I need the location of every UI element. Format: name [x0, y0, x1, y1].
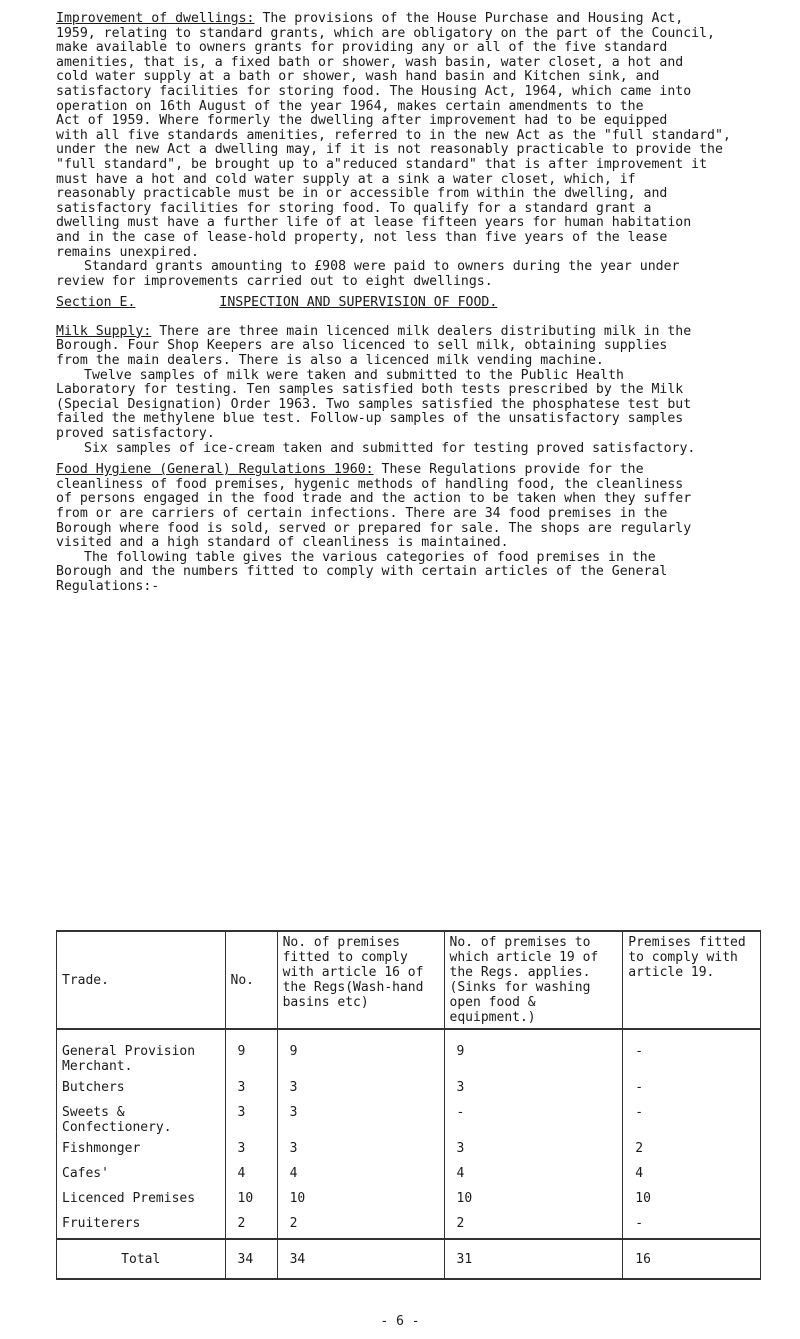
table-row [57, 1163, 761, 1188]
improvement-line: amenities, that is, a fixed bath or shower, wash basin, water closet, a hot and [56, 54, 684, 70]
table-intro-line: Borough and the numbers fitted to comply with certain articles of the General [56, 564, 668, 580]
table-intro-line: The following table gives the various categories of food premises in the [84, 549, 656, 565]
improvement-line: cold water supply at a bath or shower, wash hand basin and Kitchen sink, and [56, 69, 660, 85]
cell-fitted-19: - [623, 1077, 761, 1102]
cell-article-19: 4 [444, 1163, 623, 1188]
header-article-19: No. of premises to which article 19 of the Regs. applies.(Sinks for washing open food & equipment.) [444, 931, 623, 1029]
cell-article-19: 10 [444, 1188, 623, 1213]
milk-line: Borough. Four Shop Keepers are also licenced to sell milk, obtaining supplies [56, 338, 668, 354]
improvement-line: remains unexpired. [56, 244, 199, 260]
cell-trade: Butchers [57, 1077, 226, 1102]
food-hygiene-line: visited and a high standard of cleanliness is maintained. [56, 535, 509, 551]
improvement-section [56, 12, 770, 289]
cell-article-16: 3 [277, 1077, 444, 1102]
food-hygiene-line: Borough where food is sold, served or prepared for sale. The shops are regularly [56, 520, 692, 536]
food-hygiene-line: of persons engaged in the food trade and the action to be taken when they suffer [56, 491, 692, 507]
milk-samples-line: Twelve samples of milk were taken and submitted to the Public Health [84, 367, 624, 383]
cell-article-16: 3 [277, 1138, 444, 1163]
cell-article-19: 3 [444, 1077, 623, 1102]
icecream-line: Six samples of ice-cream taken and submitted for testing proved satisfactory. [84, 440, 696, 456]
header-fitted-19: Premises fitted to comply with article 19. [623, 931, 761, 1029]
improvement-line: The provisions of the House Purchase and Housing Act, [262, 11, 684, 26]
table-row [57, 1102, 761, 1138]
header-no: No. [225, 931, 277, 1029]
improvement-line: "full standard", be brought up to a"reduced standard" that is after improvement it [56, 156, 708, 172]
improvement-line: under the new Act a dwelling may, if it is not reasonably practicable to provide the [56, 142, 723, 158]
improvement-line: Act of 1959. Where formerly the dwelling after improvement had to be equipped [56, 113, 668, 129]
milk-line: There are three main licenced milk dealers distributing milk in the [159, 323, 692, 339]
cell-article-16: 4 [277, 1163, 444, 1188]
improvement-line: operation on 16th August of the year 1964, makes certain amendments to the [56, 98, 644, 114]
total-label: Total [57, 1239, 226, 1279]
milk-samples-line: Laboratory for testing. Ten samples satisfied both tests prescribed by the Milk [56, 382, 684, 398]
document-page [56, 12, 770, 595]
section-title: INSPECTION AND SUPERVISION OF FOOD. [219, 295, 498, 311]
section-label: Section E. [56, 295, 136, 311]
grants-line: review for improvements carried out to eight dwellings. [56, 273, 493, 289]
cell-fitted-19: - [623, 1213, 761, 1239]
cell-fitted-19: 10 [623, 1188, 761, 1213]
improvement-line: must have a hot and cold water supply at a sink a water closet, which, if [56, 171, 636, 187]
table-total-row [57, 1239, 761, 1279]
total-fitted-19: 16 [623, 1239, 761, 1279]
cell-article-19: 3 [444, 1138, 623, 1163]
header-trade: Trade. [57, 931, 226, 1029]
food-hygiene-section [56, 463, 770, 594]
cell-article-16: 9 [277, 1029, 444, 1077]
cell-article-19: 2 [444, 1213, 623, 1239]
cell-no: 3 [225, 1138, 277, 1163]
grants-line: Standard grants amounting to £908 were paid to owners during the year under [84, 259, 680, 275]
milk-samples-line: failed the methylene blue test. Follow-up samples of the unsatisfactory samples [56, 411, 684, 427]
table-row [57, 1029, 761, 1077]
cell-trade: Cafes' [57, 1163, 226, 1188]
cell-no: 9 [225, 1029, 277, 1077]
table-row [57, 1077, 761, 1102]
improvement-line: satisfactory facilities for storing food. The Housing Act, 1964, which came into [56, 83, 692, 99]
improvement-heading: Improvement of dwellings: [56, 11, 255, 26]
cell-trade: General Provision Merchant. [57, 1029, 226, 1077]
table-intro-line: Regulations:- [56, 578, 160, 594]
food-hygiene-heading: Food Hygiene (General) Regulations 1960: [56, 462, 374, 478]
improvement-line: with all five standards amenities, referred to in the new Act as the "full standard", [56, 127, 731, 143]
milk-heading: Milk Supply: [56, 323, 152, 339]
cell-no: 3 [225, 1102, 277, 1138]
total-no: 34 [225, 1239, 277, 1279]
total-article-16: 34 [277, 1239, 444, 1279]
cell-no: 3 [225, 1077, 277, 1102]
cell-trade: Fishmonger [57, 1138, 226, 1163]
cell-article-19: - [444, 1102, 623, 1138]
cell-trade: Licenced Premises [57, 1188, 226, 1213]
page-number: - 6 - [380, 1314, 420, 1329]
food-hygiene-line: cleanliness of food premises, hygenic methods of handling food, the cleanliness [56, 476, 684, 492]
improvement-line: reasonably practicable must be in or accessible from within the dwelling, and [56, 186, 668, 202]
cell-article-19: 9 [444, 1029, 623, 1077]
improvement-line: 1959, relating to standard grants, which are obligatory on the part of the Council, [56, 25, 715, 41]
food-hygiene-line: These Regulations provide for the [381, 462, 644, 478]
milk-section [56, 325, 770, 456]
cell-no: 10 [225, 1188, 277, 1213]
improvement-line: satisfactory facilities for storing food. To qualify for a standard grant a [56, 200, 652, 216]
cell-fitted-19: 2 [623, 1138, 761, 1163]
cell-article-16: 2 [277, 1213, 444, 1239]
cell-trade: Fruiterers [57, 1213, 226, 1239]
milk-line: from the main dealers. There is also a licenced milk vending machine. [56, 353, 604, 369]
cell-fitted-19: - [623, 1102, 761, 1138]
improvement-line: make available to owners grants for providing any or all of the five standard [56, 40, 668, 56]
table-row [57, 1138, 761, 1163]
table-row [57, 1188, 761, 1213]
table-row [57, 1213, 761, 1239]
cell-fitted-19: 4 [623, 1163, 761, 1188]
cell-trade: Sweets & Confectionery. [57, 1102, 226, 1138]
cell-fitted-19: - [623, 1029, 761, 1077]
cell-article-16: 10 [277, 1188, 444, 1213]
cell-no: 4 [225, 1163, 277, 1188]
table-header-row [57, 931, 761, 1029]
improvement-line: dwelling must have a further life of at lease fifteen years for human habitation [56, 215, 692, 231]
section-heading [56, 296, 770, 311]
improvement-line: and in the case of lease-hold property, not less than five years of the lease [56, 229, 668, 245]
milk-samples-line: proved satisfactory. [56, 426, 215, 442]
header-article-16: No. of premises fitted to comply with article 16 of the Regs(Wash-hand basins etc) [277, 931, 444, 1029]
cell-article-16: 3 [277, 1102, 444, 1138]
total-article-19: 31 [444, 1239, 623, 1279]
food-hygiene-line: from or are carriers of certain infections. There are 34 food premises in the [56, 506, 668, 521]
milk-samples-line: (Special Designation) Order 1963. Two samples satisfied the phosphatese test but [56, 396, 692, 412]
cell-no: 2 [225, 1213, 277, 1239]
food-premises-table-wrap [56, 930, 761, 1280]
food-premises-table [56, 930, 761, 1280]
